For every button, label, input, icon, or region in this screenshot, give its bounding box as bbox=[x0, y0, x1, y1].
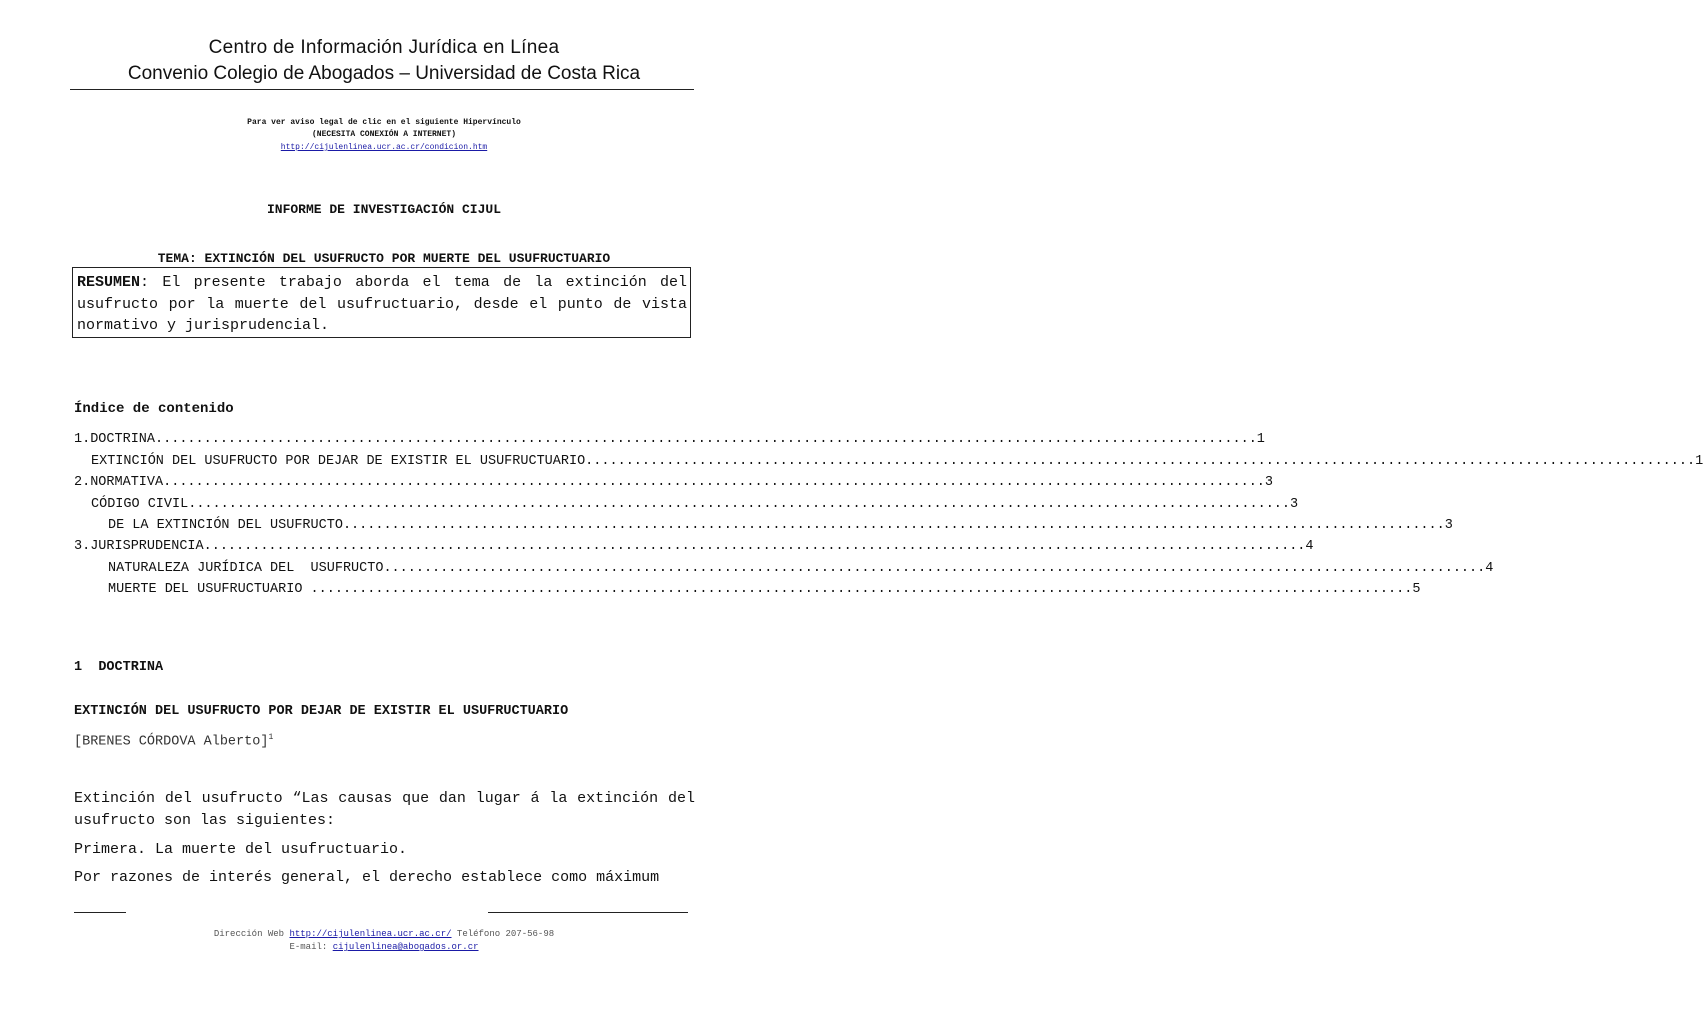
legal-notice-link[interactable]: http://cijulenlinea.ucr.ac.cr/condicion.htm bbox=[280, 143, 488, 152]
section-number: 1 bbox=[74, 660, 83, 675]
summary-paragraph: RESUMEN: El presente trabajo aborda el tema de la extinción del usufructo por la muerte del usufructuario, desde el punto de vista normativo y jurisprudencial. bbox=[77, 274, 687, 334]
footer-divider-left bbox=[74, 912, 126, 913]
body-paragraph: Por razones de interés general, el derecho establece como máximum bbox=[74, 869, 660, 886]
section-title: DOCTRINA bbox=[98, 660, 164, 675]
report-title: INFORME DE INVESTIGACIÓN CIJUL bbox=[266, 202, 502, 217]
toc-entry[interactable]: 1.DOCTRINA ........................................................................................................................................ 1 bbox=[74, 432, 1265, 448]
toc-entry[interactable]: DE LA EXTINCIÓN DEL USUFRUCTO ........................................................................................................................................ 3 bbox=[108, 517, 1453, 533]
legal-notice-line: Para ver aviso legal de clic en el siguiente Hipervínculo bbox=[247, 118, 521, 127]
header-line-2: Convenio Colegio de Abogados – Universidad de Costa Rica bbox=[127, 63, 641, 84]
legal-notice-connection: (NECESITA CONEXIÓN A INTERNET) bbox=[311, 130, 457, 139]
footer-divider-right bbox=[488, 912, 688, 913]
toc-entry[interactable]: MUERTE DEL USUFRUCTUARIO ........................................................................................................................................ 5 bbox=[108, 582, 1421, 598]
footer-email-link[interactable]: cijulenlinea@abogados.or.cr bbox=[332, 942, 479, 952]
subsection-heading: EXTINCIÓN DEL USUFRUCTO POR DEJAR DE EXISTIR EL USUFRUCTUARIO bbox=[74, 704, 569, 719]
summary-label: RESUMEN bbox=[77, 274, 141, 291]
toc-entry[interactable]: CÓDIGO CIVIL ........................................................................................................................................ 3 bbox=[91, 496, 1299, 512]
body-paragraph: Extinción del usufructo “Las causas que dan lugar á la extinción del usufructo son las siguientes: bbox=[74, 790, 695, 829]
footnote-ref[interactable]: 1 bbox=[268, 733, 274, 742]
toc-entry[interactable]: 2.NORMATIVA ........................................................................................................................................ 3 bbox=[74, 475, 1274, 491]
footer-email-line: E-mail: cijulenlinea@abogados.or.cr bbox=[289, 942, 479, 952]
author-citation: [BRENES CÓRDOVA Alberto]$^1$ bbox=[74, 733, 274, 750]
body-paragraph: Primera. La muerte del usufructuario. bbox=[74, 841, 408, 858]
toc-entry[interactable]: 3.JURISPRUDENCIA ........................................................................................................................................ 4 bbox=[74, 539, 1314, 555]
toc-list bbox=[74, 428, 1703, 599]
footer-web-link[interactable]: http://cijulenlinea.ucr.ac.cr/ bbox=[289, 929, 452, 939]
legal-notice-link-wrap bbox=[0, 143, 768, 152]
toc-heading: Índice de contenido bbox=[74, 401, 234, 417]
header-line-1: Centro de Información Jurídica en Línea bbox=[208, 37, 560, 58]
toc-entry[interactable]: EXTINCIÓN DEL USUFRUCTO POR DEJAR DE EXISTIR EL USUFRUCTUARIO. ........................................................................................................................................ 1 bbox=[91, 453, 1703, 469]
topic-title: TEMA: EXTINCIÓN DEL USUFRUCTO POR MUERTE DEL USUFRUCTUARIO bbox=[157, 251, 611, 266]
summary-box bbox=[72, 267, 691, 338]
summary-text: El presente trabajo aborda el tema de la extinción del usufructo por la muerte del usufructuario, desde el punto de vista normativo y jurisprudencial. bbox=[77, 274, 687, 334]
toc-entry[interactable]: NATURALEZA JURÍDICA DEL USUFRUCTO ........................................................................................................................................ 4 bbox=[108, 560, 1494, 576]
section-heading bbox=[74, 660, 163, 675]
header-divider bbox=[70, 89, 694, 90]
footer-web-line: Dirección Web http://cijulenlinea.ucr.ac.cr/ Teléfono 207-56-98 bbox=[213, 929, 555, 939]
